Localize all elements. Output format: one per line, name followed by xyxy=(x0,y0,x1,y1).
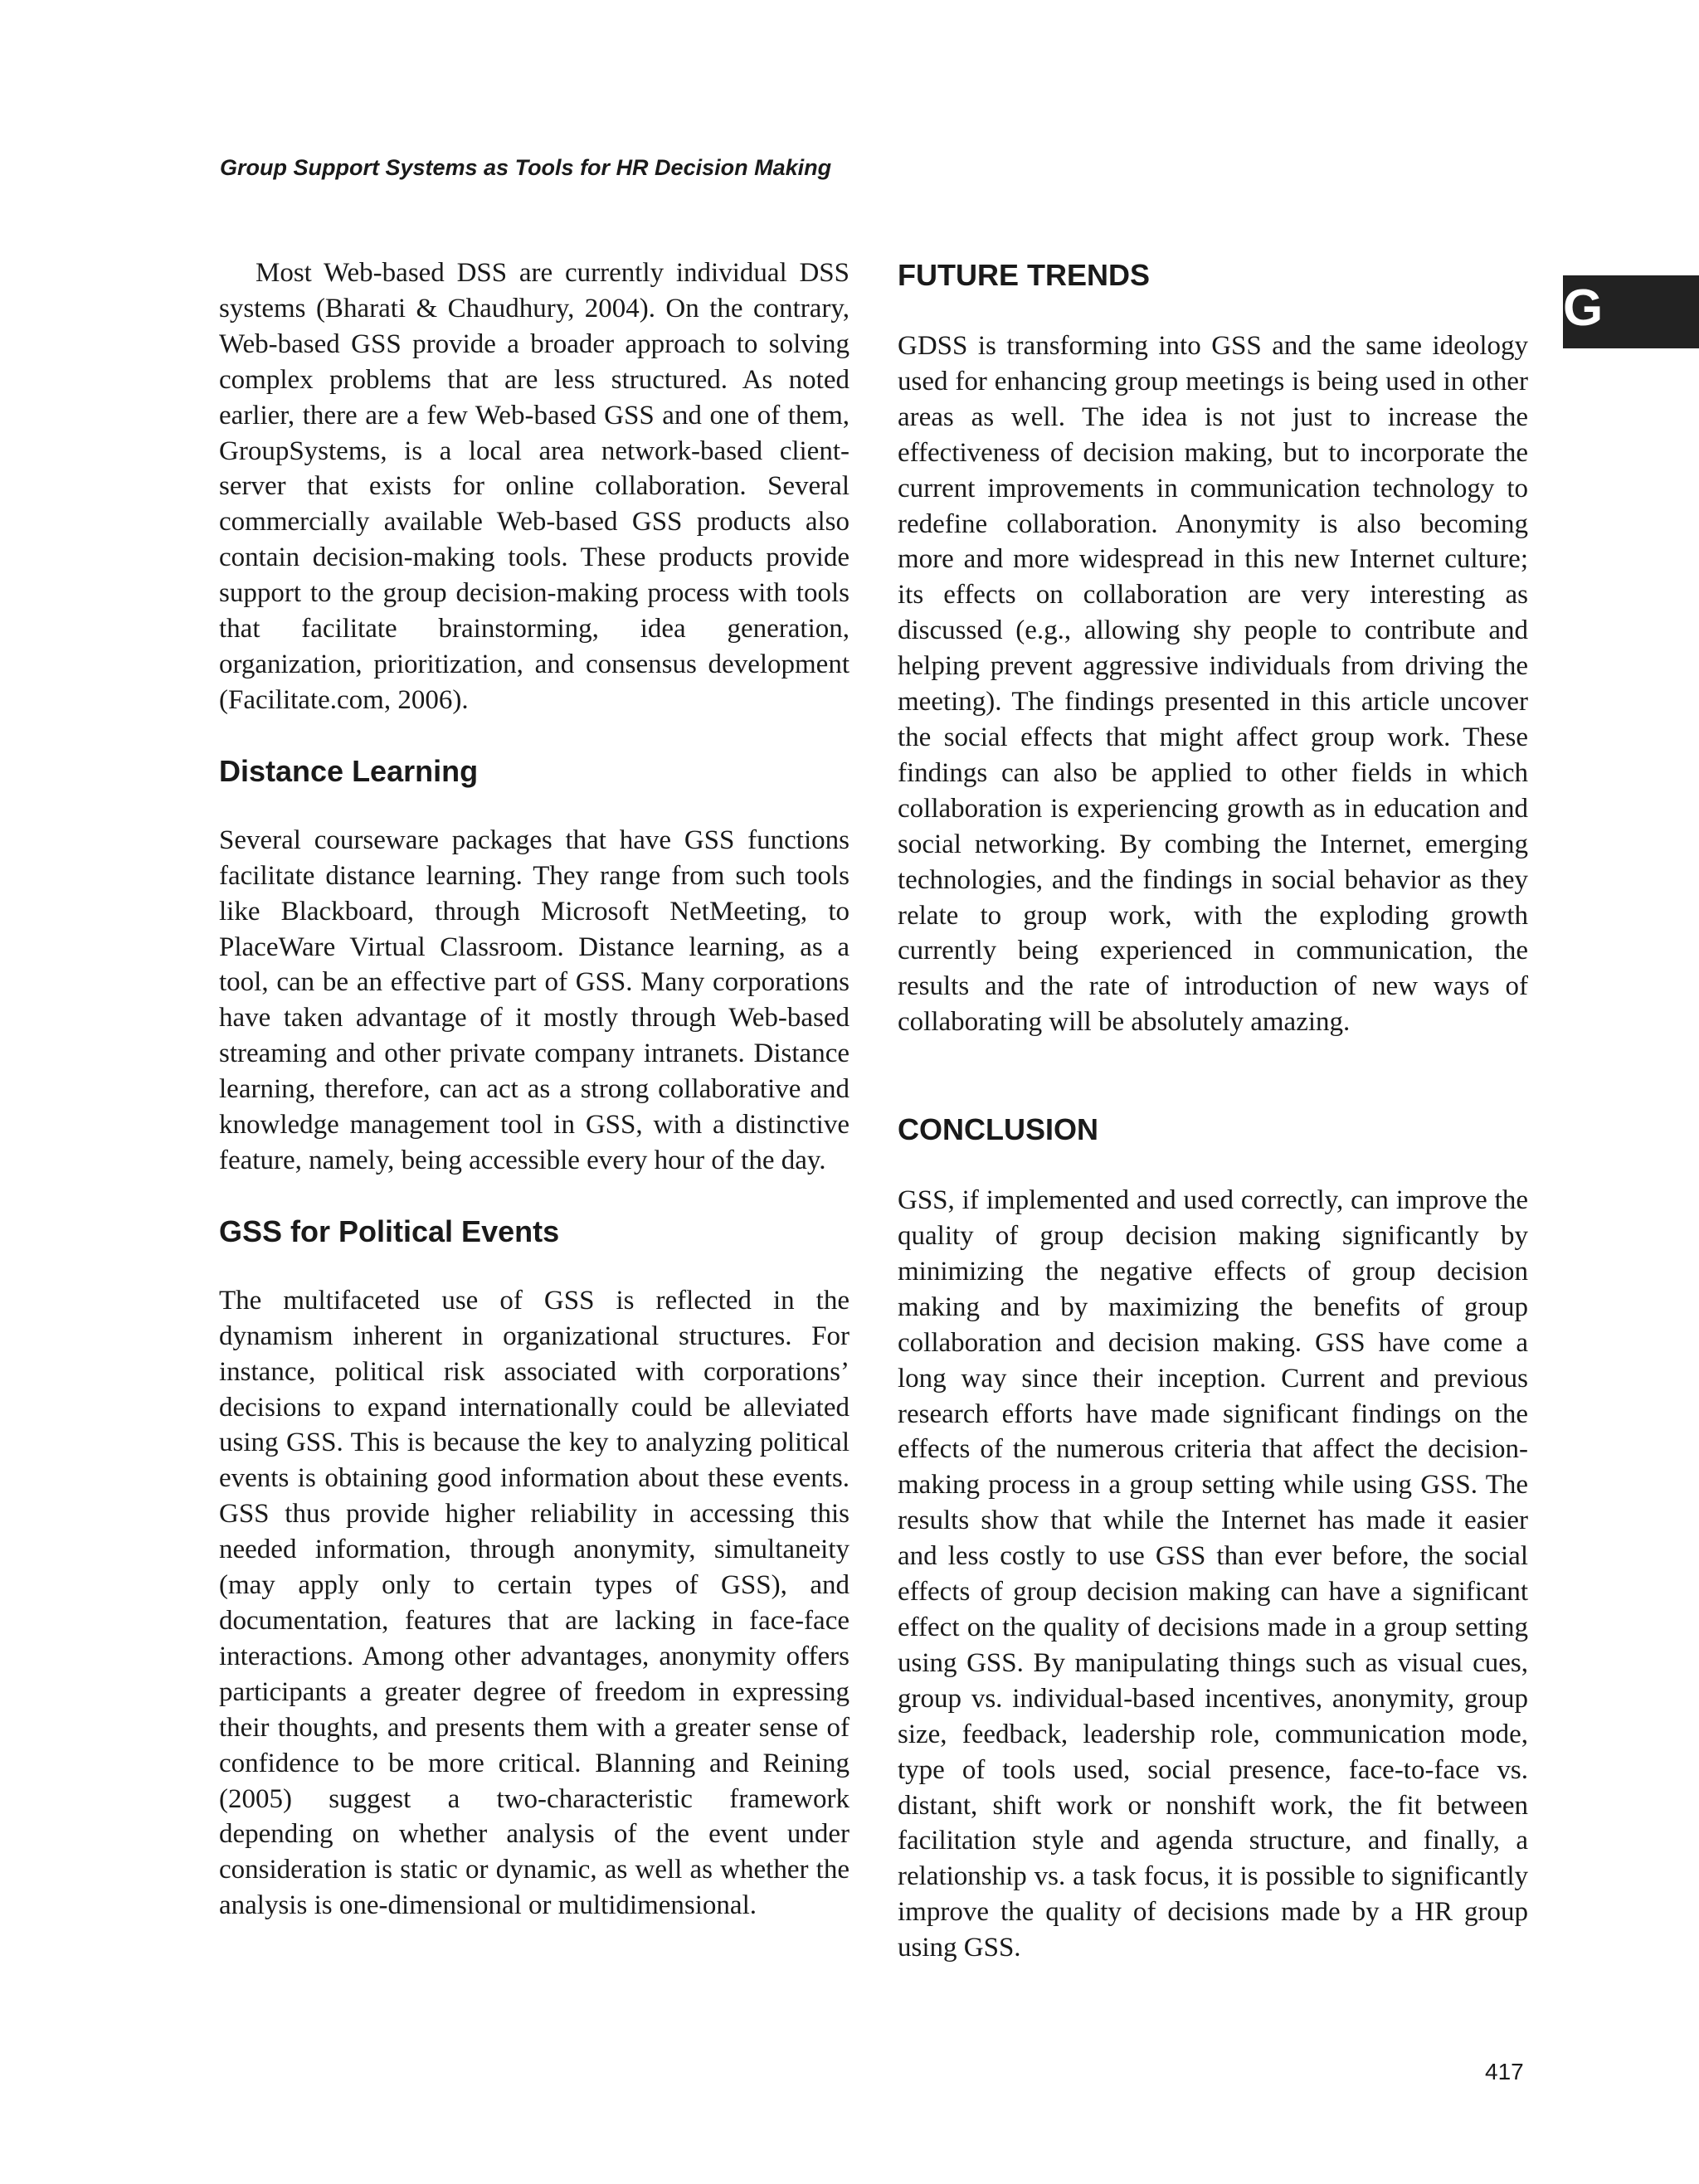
section-letter: G xyxy=(1563,280,1604,337)
section-letter-tab xyxy=(1563,275,1699,348)
left-column xyxy=(219,255,850,1924)
distance-learning-paragraph: Several courseware packages that have GSS functions facilitate distance learning. They range from such tools like Blackboard, through Microsoft NetMeeting, to PlaceWare Virtual Classroom. Distance learning, as a tool, can be an effective part of GSS. Many corporations have taken advantage of it mostly through Web-based streaming and other private company intranets. Distance learning, therefore, can act as a strong collaborative and knowledge management tool in GSS, with a distinctive feature, namely, being accessible every hour of the day. xyxy=(219,824,850,1175)
intro-paragraph: Most Web-based DSS are currently individual DSS systems (Bharati & Chaudhury, 2004). On the contrary, Web-based GSS provide a broader approach to solving complex problems that are less structured. As noted earlier, there are a few Web-based GSS and one of them, GroupSystems, is a local area network-based client-server that exists for online collaboration. Several commercially available Web-based GSS products also contain decision-making tools. These products provide support to the group decision-making process with tools that facilitate brainstorming, idea generation, organization, prioritization, and consensus development (Facilitate.com, 2006). xyxy=(219,258,850,715)
political-events-heading: GSS for Political Events xyxy=(219,1214,560,1248)
conclusion-paragraph: GSS, if implemented and used correctly, can improve the quality of group decision making significantly by minimizing the negative effects of group decision making and by maximizing the benefits of group collaboration and decision making. GSS have come a long way since their inception. Current and previous research efforts have made significant findings on the effects of the numerous criteria that affect the decision-making process in a group setting while using GSS. The results show that while the Internet has made it easier and less costly to use GSS than ever before, the social effects of group decision making can have a significant effect on the quality of decisions made in a group setting using GSS. By manipulating things such as visual cues, group vs. individual-based incentives, anonymity, group size, feedback, leadership role, communication mode, type of tools used, social presence, face-to-face vs. distant, shift work or nonshift work, the fit between facilitation style and agenda structure, and finally, a relationship vs. a task focus, it is possible to significantly improve the quality of decisions made by a HR group using GSS. xyxy=(898,1185,1528,1963)
running-header-title: Group Support Systems as Tools for HR Decision Making xyxy=(220,155,832,180)
political-events-paragraph: The multifaceted use of GSS is reflected in the dynamism inherent in organizational structures. For instance, political risk associated with corporations’ decisions to expand internationally could be alleviated using GSS. This is because the key to analyzing political events is obtaining good information about these events. GSS thus provide higher reliability in accessing this needed information, through anonymity, simultaneity (may apply only to certain types of GSS), and documentation, features that are lacking in face-face interactions. Among other advantages, anonymity offers participants a greater degree of freedom in expressing their thoughts, and presents them with a greater sense of confidence to be more critical. Blanning and Reining (2005) suggest a two-characteristic framework depending on whether analysis of the event under consideration is static or dynamic, as well as whether the analysis is one-dimensional or multidimensional. xyxy=(219,1285,850,1921)
future-trends-paragraph: GDSS is transforming into GSS and the same ideology used for enhancing group meetings is being used in other areas as well. The idea is not just to increase the effectiveness of decision making, but to incorporate the current improvements in communication technology to redefine collaboration. Anonymity is also becoming more and more widespread in this new Internet culture; its effects on collaboration are very interesting as discussed (e.g., allowing shy people to contribute and helping prevent aggressive individuals from driving the meeting). The findings presented in this article uncover the social effects that might affect group work. These findings can also be applied to other fields in which collaboration is experiencing growth as in education and social networking. By combing the Internet, emerging technologies, and the findings in social behavior as they relate to group work, with the exploding growth currently being experienced in communication, the results and the rate of introduction of new ways of collaborating will be absolutely amazing. xyxy=(898,331,1528,1038)
conclusion-heading: CONCLUSION xyxy=(898,1112,1098,1147)
page-number: 417 xyxy=(1485,2059,1524,2084)
right-column xyxy=(898,257,1528,1966)
distance-learning-heading: Distance Learning xyxy=(219,753,479,788)
future-trends-heading: FUTURE TRENDS xyxy=(898,258,1150,292)
